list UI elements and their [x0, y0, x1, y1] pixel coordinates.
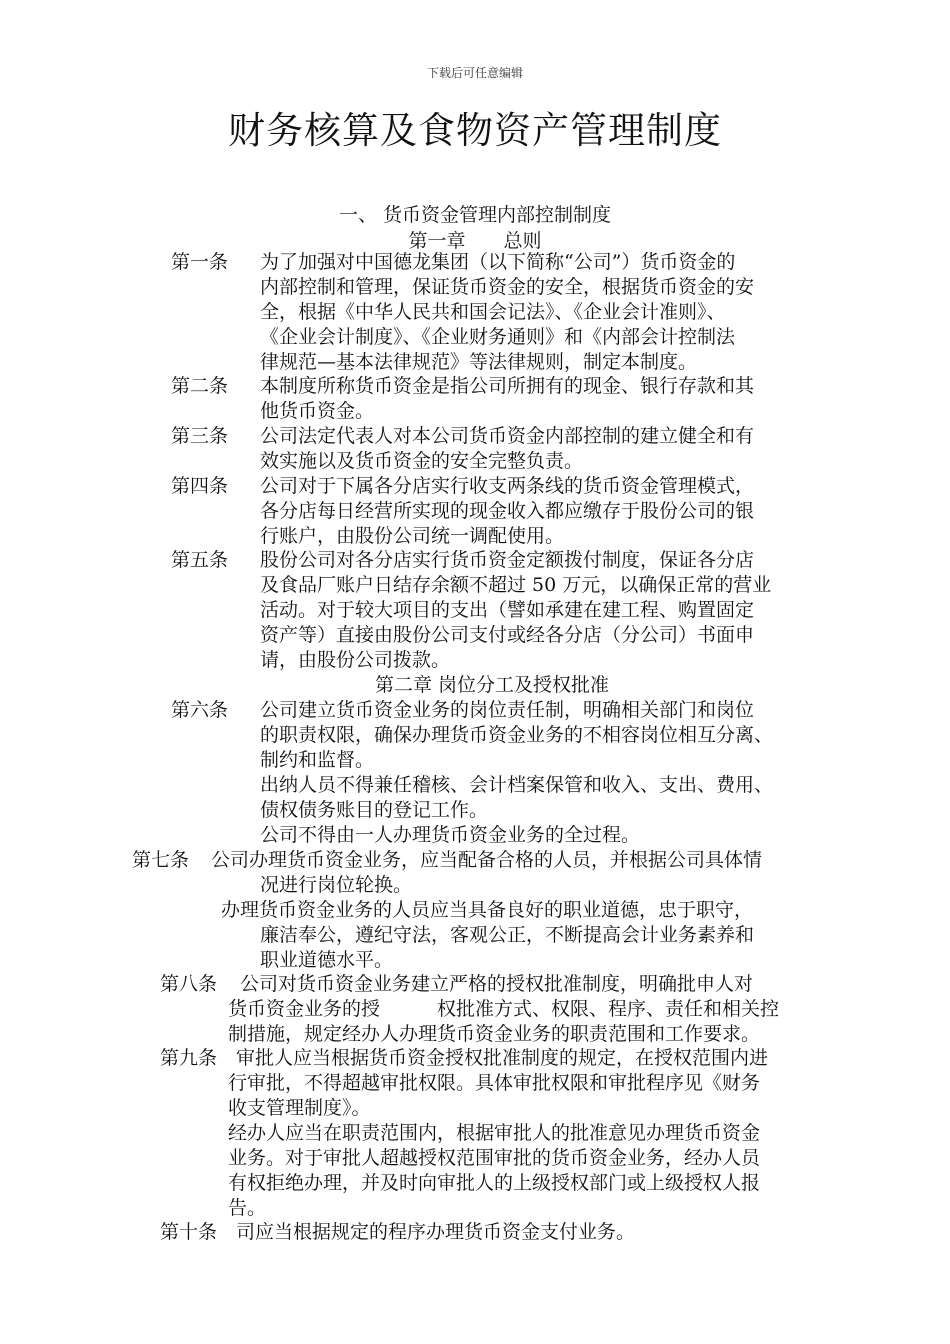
article-line: 公司办理货币资金业务，应当配备合格的人员，并根据公司具体情 — [211, 849, 763, 871]
article-line: 出纳人员不得兼任稽核、会计档案保管和收入、支出、费用、 — [260, 774, 774, 796]
article-line: 制约和监督。 — [260, 749, 375, 771]
article-line: 公司不得由一人办理货币资金业务的全过程。 — [260, 824, 641, 846]
article-line: 行账户，由股份公司统一调配使用。 — [260, 525, 565, 547]
article-line: 全，根据《中华人民共和国会记法》、《企业会计准则》、 — [260, 301, 726, 323]
article-line: 股份公司对各分店实行货币资金定额拨付制度，保证各分店 — [260, 549, 755, 571]
article-line: 律规范—基本法律规范》等法律规则，制定本制度。 — [260, 351, 698, 373]
article-label: 第七条 — [132, 849, 190, 871]
article-label: 第八条 — [160, 973, 218, 995]
article-line: 况进行岗位轮换。 — [260, 874, 413, 896]
article-line: 货币资金业务的授 权批准方式、权限、程序、责任和相关控 — [228, 998, 780, 1020]
article-line: 业务。对于审批人超越授权范围审批的货币资金业务，经办人员 — [228, 1147, 761, 1169]
article-line: 的职责权限，确保办理货币资金业务的不相容岗位相互分离、 — [260, 724, 774, 746]
article-line: 收支管理制度》。 — [228, 1097, 371, 1119]
article-line: 公司建立货币资金业务的岗位责任制，明确相关部门和岗位 — [260, 699, 755, 721]
article-label: 第六条 — [171, 699, 229, 721]
article-line: 为了加强对中国德龙集团（以下简称“公司”）货币资金的 — [260, 251, 736, 273]
article-line: 职业道德水平。 — [260, 949, 394, 971]
article-label: 第五条 — [171, 549, 229, 571]
article-label: 第十条 — [160, 1221, 218, 1243]
article-line: 债权债务账目的登记工作。 — [260, 799, 489, 821]
article-line: 行审批，不得超越审批权限。具体审批权限和审批程序见《财务 — [228, 1072, 761, 1094]
article-line: 本制度所称货币资金是指公司所拥有的现金、银行存款和其 — [260, 375, 755, 397]
article-line: 公司对于下属各分店实行收支两条线的货币资金管理模式， — [260, 475, 755, 497]
article-line: 告。 — [228, 1197, 267, 1219]
article-line: 《企业会计制度》、《企业财务通则》和《内部会计控制法 — [260, 326, 736, 348]
article-line: 及食品厂账户日结存余额不超过 50 万元，以确保正常的营业 — [260, 574, 772, 596]
article-line: 经办人应当在职责范围内，根据审批人的批准意见办理货币资金 — [228, 1122, 761, 1144]
article-line: 活动。对于较大项目的支出（譬如承建在建工程、购置固定 — [260, 599, 755, 621]
article-label: 第三条 — [171, 425, 229, 447]
chapter-1-heading: 第一章 总则 — [408, 230, 542, 252]
article-line: 司应当根据规定的程序办理货币资金支付业务。 — [236, 1221, 636, 1243]
article-line: 廉洁奉公，遵纪守法，客观公正，不断提高会计业务素养和 — [260, 924, 755, 946]
article-line: 效实施以及货币资金的安全完整负责。 — [260, 450, 584, 472]
document-title: 财务核算及食物资产管理制度 — [228, 109, 722, 152]
article-line: 公司对货币资金业务建立严格的授权批准制度，明确批申人对 — [240, 973, 754, 995]
article-line: 制措施，规定经办人办理货币资金业务的职责范围和工作要求。 — [228, 1023, 761, 1045]
article-label: 第二条 — [171, 375, 229, 397]
article-line: 他货币资金。 — [260, 400, 375, 422]
article-line: 公司法定代表人对本公司货币资金内部控制的建立健全和有 — [260, 425, 755, 447]
article-line: 请，由股份公司拨款。 — [260, 649, 451, 671]
article-line: 有权拒绝办理，并及时向审批人的上级授权部门或上级授权人报 — [228, 1172, 761, 1194]
article-line: 办理货币资金业务的人员应当具备良好的职业道德，忠于职守， — [221, 899, 754, 921]
page-header-note: 下载后可任意编辑 — [426, 66, 523, 80]
section-heading: 一、 货币资金管理内部控制制度 — [338, 204, 612, 226]
article-label: 第一条 — [171, 251, 229, 273]
article-label: 第四条 — [171, 475, 229, 497]
article-line: 审批人应当根据货币资金授权批准制度的规定，在授权范围内进 — [236, 1047, 769, 1069]
article-label: 第九条 — [160, 1047, 218, 1069]
article-line: 各分店每日经营所实现的现金收入都应缴存于股份公司的银 — [260, 500, 755, 522]
chapter-2-heading: 第二章 岗位分工及授权批准 — [375, 674, 610, 696]
article-line: 内部控制和管理，保证货币资金的安全，根据货币资金的安 — [260, 276, 755, 298]
article-line: 资产等）直接由股份公司支付或经各分店（分公司）书面申 — [260, 624, 755, 646]
